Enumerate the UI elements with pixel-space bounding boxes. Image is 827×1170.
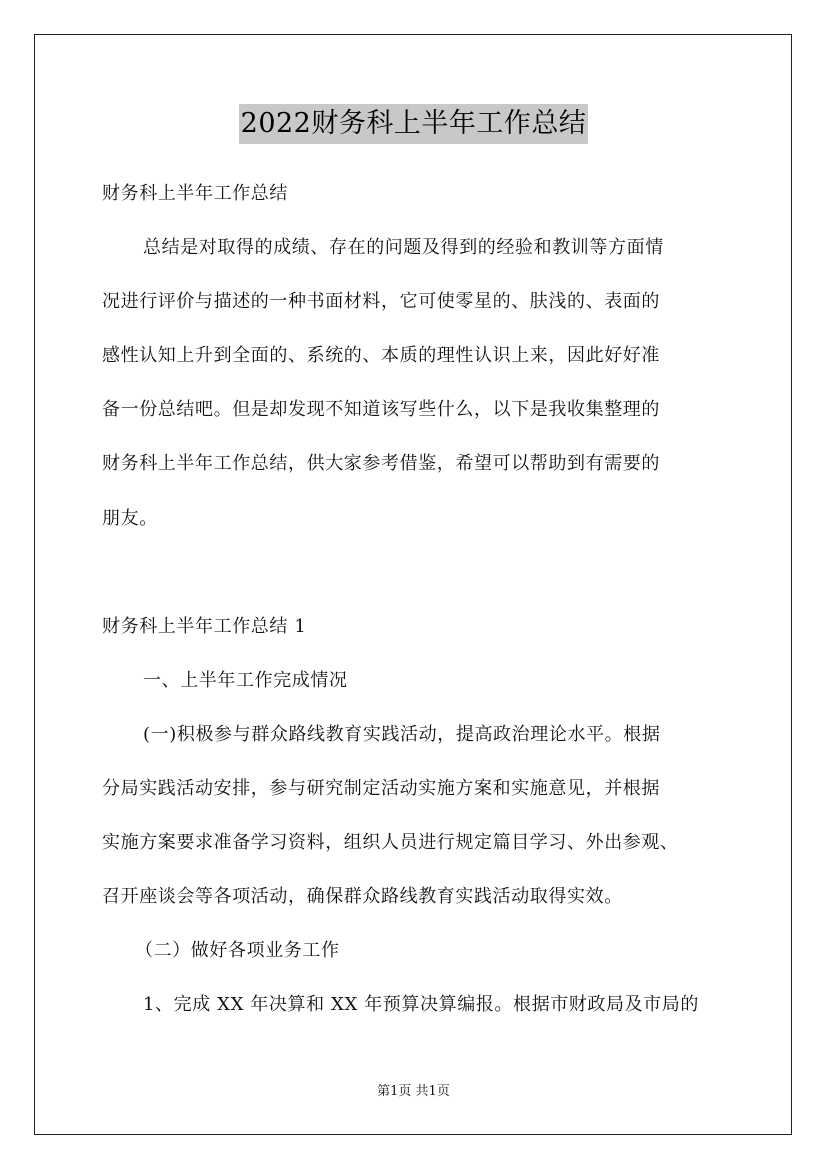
intro-line: 感性认知上升到全面的、系统的、本质的理性认识上来，因此好好准 <box>102 345 660 366</box>
paragraph-line: (一)积极参与群众路线教育实践活动，提高政治理论水平。根据 <box>143 724 661 745</box>
paragraph-line: 分局实践活动安排，参与研究制定活动实施方案和实施意见，并根据 <box>102 778 660 799</box>
title-container <box>0 104 827 144</box>
paragraph-line: 实施方案要求准备学习资料，组织人员进行规定篇目学习、外出参观、 <box>102 832 679 853</box>
section-title: 财务科上半年工作总结 1 <box>102 616 307 637</box>
paragraph-line: 召开座谈会等各项活动，确保群众路线教育实践活动取得实效。 <box>102 886 623 907</box>
heading-1: 一、上半年工作完成情况 <box>143 670 348 691</box>
document-title: 2022财务科上半年工作总结 <box>239 104 589 144</box>
intro-line: 况进行评价与描述的一种书面材料，它可使零星的、肤浅的、表面的 <box>102 291 660 312</box>
subtitle: 财务科上半年工作总结 <box>102 183 288 204</box>
heading-2: （二）做好各项业务工作 <box>135 940 340 961</box>
intro-line: 备一份总结吧。但是却发现不知道该写些什么，以下是我收集整理的 <box>102 399 660 420</box>
intro-line: 财务科上半年工作总结，供大家参考借鉴，希望可以帮助到有需要的 <box>102 453 660 474</box>
intro-line: 朋友。 <box>102 508 158 529</box>
intro-line: 总结是对取得的成绩、存在的问题及得到的经验和教训等方面情 <box>143 237 664 258</box>
page-footer: 第1页 共1页 <box>377 1084 450 1099</box>
paragraph-line: 1、完成 XX 年决算和 XX 年预算决算编报。根据市财政局及市局的 <box>143 994 699 1015</box>
